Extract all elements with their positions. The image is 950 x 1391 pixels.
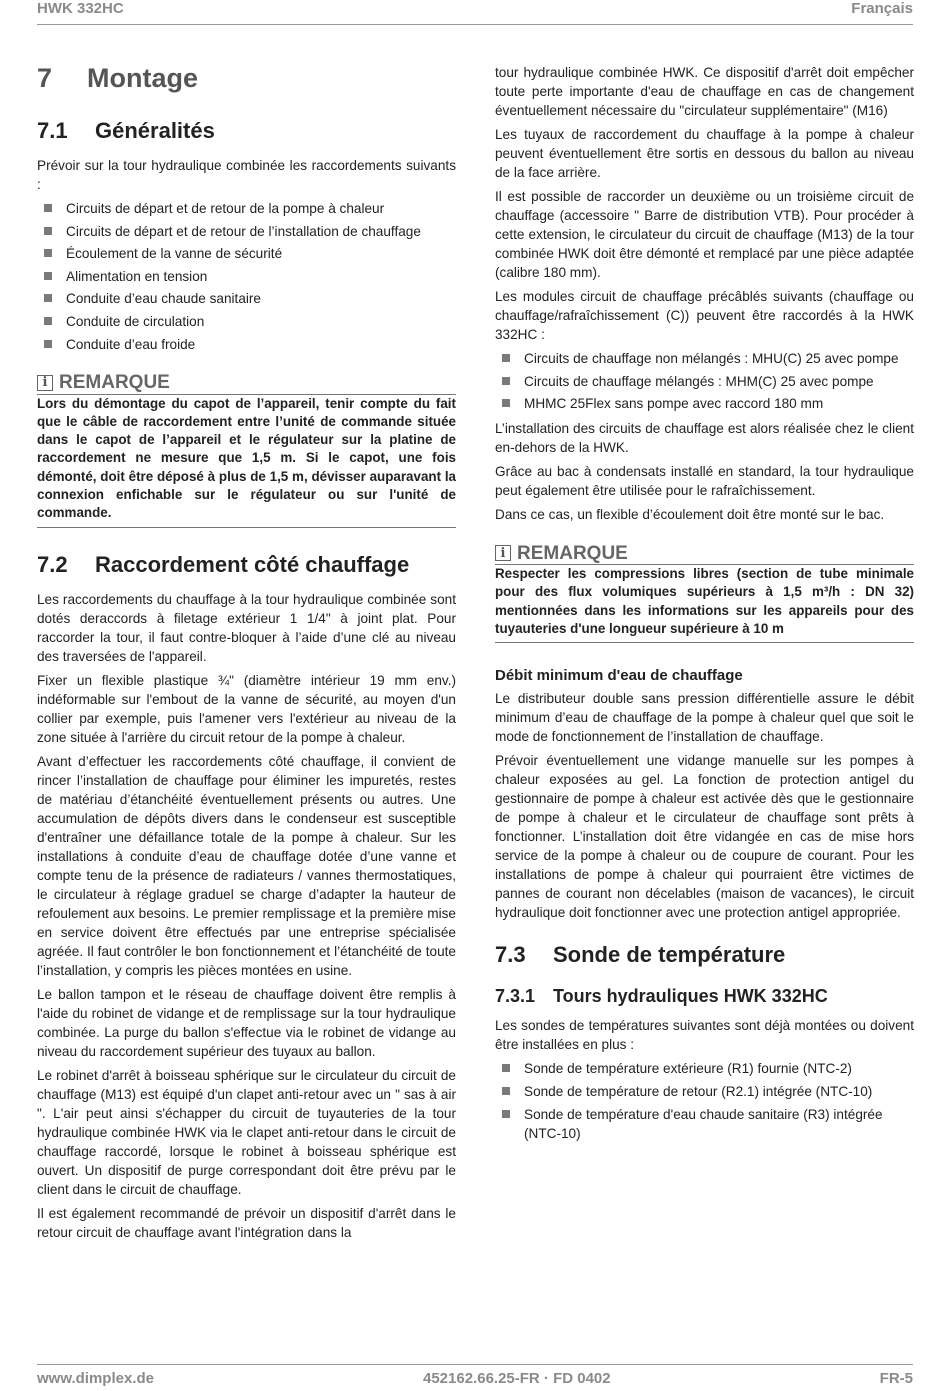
header-model: HWK 332HC bbox=[37, 0, 124, 17]
right-column bbox=[495, 63, 914, 1149]
paragraph: Fixer un flexible plastique ¾" (diamètre intérieur 19 mm env.) indéformable sur l'embout de la vanne de sécurité, au moyen d'un collier par exemple, puis l'amener vers l'extérieur au niveau de la zone située à l'arrière du circuit retour de la pompe à chaleur. bbox=[37, 672, 456, 745]
section-title-text: Généralités bbox=[95, 118, 215, 143]
paragraph: Le ballon tampon et le réseau de chauffage doivent être remplis à l'aide du robinet de vidange et de remplissage sur la tour hydraulique combinée. La purge du ballon s'effectue via le robinet de vidange au niveau du raccordement supérieur des tuyaux au ballon. bbox=[37, 986, 456, 1059]
list-item-text: MHMC 25Flex sans pompe avec raccord 180 mm bbox=[524, 396, 824, 412]
section-title-7-1 bbox=[37, 116, 456, 146]
paragraph: Dans ce cas, un flexible d’écoulement doit être monté sur le bac. bbox=[495, 507, 885, 523]
chapter-title bbox=[37, 60, 456, 96]
list-item bbox=[37, 289, 456, 308]
square-bullet-icon bbox=[44, 317, 52, 325]
list-item bbox=[495, 1082, 914, 1101]
paragraph: Avant d’effectuer les raccordements côté chauffage, il convient de rincer l’installation de chauffage pour éliminer les impuretés, restes de matériau d’étanchéité éventuellement présents ou autres. Une accumulation de dépôts divers dans le condenseur est susceptible d'entraîner une défaillance totale de la pompe à chaleur. Sur les installations à conduite d’eau de chauffage dotée d’une vanne et compte tenu de la présence de radiateurs / vannes thermostatiques, le circulateur à réglage graduel se charge d’adapter la hauteur de refoulement aux besoins. Le premier remplissage et la première mise en service doivent être effectués par une entreprise spécialisée agréée. Il faut contrôler le bon fonctionnement et l’étanchéité de toute l’installation, y compris les pièces montées en usine. bbox=[37, 753, 456, 978]
note-text: Lors du démontage du capot de l’appareil, tenir compte du fait que le câble de raccordement entre l’unité de commande située dans le capot de l’appareil et le régulateur sur la platine de raccordement ne mesure que 1,5 m. Si le capot, une fois démonté, doit être déposé à plus de 1,5 m, dévisser auparavant la connexion enfichable sur le régulateur ou sur l'unité de commande. bbox=[37, 395, 456, 521]
paragraph: L’installation des circuits de chauffage est alors réalisée chez le client en-dehors de la HWK. bbox=[495, 421, 914, 456]
list-item bbox=[37, 267, 456, 286]
section-title-7-3 bbox=[495, 940, 914, 970]
square-bullet-icon bbox=[44, 249, 52, 257]
header-language: Français bbox=[851, 0, 913, 17]
square-bullet-icon bbox=[502, 1064, 510, 1072]
note-label: REMARQUE bbox=[517, 542, 628, 564]
list-item-text: Sonde de température extérieure (R1) fournie (NTC-2) bbox=[524, 1061, 852, 1077]
subsection-title-7-3-1 bbox=[495, 984, 914, 1008]
list-item bbox=[37, 222, 456, 241]
footer-doc-number: 452162.66.25-FR · FD 0402 bbox=[423, 1369, 611, 1387]
list-item-text: Circuits de chauffage non mélangés : MHU(C) 25 avec pompe bbox=[524, 351, 899, 366]
note-header bbox=[495, 542, 914, 565]
note-box bbox=[495, 542, 914, 643]
section-title-7-2 bbox=[37, 550, 456, 580]
footer-website: www.dimplex.de bbox=[37, 1369, 154, 1387]
list-item-text: Circuits de chauffage mélangés : MHM(C) 25 avec pompe bbox=[524, 373, 874, 389]
list-item bbox=[495, 394, 914, 413]
connections-list bbox=[37, 199, 456, 354]
square-bullet-icon bbox=[44, 294, 52, 302]
list-item-text: Conduite d’eau froide bbox=[66, 336, 196, 352]
list-item-text: Alimentation en tension bbox=[66, 268, 208, 284]
section-title-text: Sonde de température bbox=[553, 942, 786, 968]
list-item bbox=[37, 312, 456, 331]
list-item-text: Sonde de température d'eau chaude sanitaire (R3) intégrée (NTC-10) bbox=[524, 1106, 883, 1141]
subsection-title-text: Tours hydrauliques HWK 332HC bbox=[553, 986, 828, 1007]
paragraph: Les raccordements du chauffage à la tour hydraulique combinée sont dotés deraccords à filetage extérieur 1 1/4" à joint plat. Pour raccorder la tour, il faut contre-bloquer à l’aide d’une clé au niveau des traversées de l'appareil. bbox=[37, 591, 456, 664]
note-text: Respecter les compressions libres (section de tube minimale pour des flux volumiques supérieurs à 1,5 m³/h : DN 32) mentionnées dans les informations sur les appareils pour des tuyauteries d'une longueur supérieure à 10 m bbox=[495, 566, 914, 637]
list-item bbox=[37, 199, 456, 218]
sensors-list bbox=[495, 1059, 914, 1142]
left-column bbox=[37, 60, 456, 1247]
square-bullet-icon bbox=[502, 377, 510, 385]
list-item bbox=[495, 349, 914, 368]
list-item-text: Conduite de circulation bbox=[66, 313, 205, 329]
list-item-text: Circuits de départ et de retour de la pompe à chaleur bbox=[66, 201, 385, 216]
paragraph: Le distributeur double sans pression différentielle assure le débit minimum d’eau de chauffage de la pompe à chaleur quel que soit le mode de fonctionnement de l’installation de chauffage. bbox=[495, 691, 914, 745]
info-icon: i bbox=[495, 545, 511, 561]
square-bullet-icon bbox=[502, 399, 510, 407]
list-item bbox=[37, 335, 456, 354]
list-item-text: Circuits de départ et de retour de l’installation de chauffage bbox=[66, 223, 421, 239]
list-item bbox=[495, 372, 914, 391]
square-bullet-icon bbox=[502, 354, 510, 362]
note-header bbox=[37, 372, 456, 395]
paragraph: Grâce au bac à condensats installé en standard, la tour hydraulique peut également être utilisée pour le rafraîchissement. bbox=[495, 464, 914, 499]
list-item-text: Conduite d’eau chaude sanitaire bbox=[66, 291, 261, 307]
paragraph: tour hydraulique combinée HWK. Ce dispositif d'arrêt doit empêcher toute perte importante d'eau de chauffage en cas de changement éventuellement nécessaire du "circulateur supplémentaire" (M16) bbox=[495, 65, 914, 118]
modules-list bbox=[495, 349, 914, 413]
info-icon: i bbox=[37, 375, 53, 391]
subsection-number: 7.3.1 bbox=[495, 986, 536, 1007]
page-footer bbox=[37, 1364, 913, 1391]
square-bullet-icon bbox=[44, 340, 52, 348]
paragraph: Prévoir sur la tour hydraulique combinée les raccordements suivants : bbox=[37, 158, 456, 192]
chapter-title-text: Montage bbox=[87, 63, 198, 93]
square-bullet-icon bbox=[44, 272, 52, 280]
paragraph: Le robinet d'arrêt à boisseau sphérique sur le circulateur du circuit de chauffage (M13) est équipé d'un clapet anti-retour avec un " sas à air ". L'air peut ainsi s'échapper du circuit de tuyauteries de la tour hydraulique combinée HWK via le clapet anti-retour dans le circuit de chauffage raccordé, lorsque le robinet à boisseau sphérique est ouvert. Un dispositif de purge correspondant doit être prévu par le client dans le circuit de chauffage. bbox=[37, 1067, 456, 1197]
list-item-text: Écoulement de la vanne de sécurité bbox=[66, 246, 283, 262]
chapter-number: 7 bbox=[37, 63, 53, 93]
note-box bbox=[37, 372, 456, 528]
page-header bbox=[37, 0, 913, 25]
note-label: REMARQUE bbox=[59, 372, 170, 394]
section-number: 7.2 bbox=[37, 551, 68, 577]
list-item-text: Sonde de température de retour (R2.1) intégrée (NTC-10) bbox=[524, 1083, 873, 1099]
section-number: 7.1 bbox=[37, 118, 68, 143]
list-item bbox=[37, 244, 456, 263]
footer-page-number: FR-5 bbox=[879, 1369, 913, 1387]
square-bullet-icon bbox=[44, 204, 52, 212]
subheading: Débit minimum d'eau de chauffage bbox=[495, 667, 743, 685]
paragraph: Prévoir éventuellement une vidange manuelle sur les pompes à chaleur exposées au gel. La fonction de protection antigel du gestionnaire de pompe à chaleur est activée dès que le gestionnaire de pompe à chaleur et le circulateur de chauffage sont prêts à fonctionner. L’installation doit être vidangée en cas de mise hors service de la pompe à chaleur ou de coupure de courant. Pour les installations de pompe à chaleur qui pourraient être victimes de pannes de courant non décelables (maison de vacances), le circuit hydraulique doit fonctionner avec une protection antigel appropriée. bbox=[495, 753, 914, 921]
paragraph: Il est également recommandé de prévoir un dispositif d'arrêt dans le retour circuit de chauffage avant l'intégration dans la bbox=[37, 1205, 456, 1240]
square-bullet-icon bbox=[44, 227, 52, 235]
square-bullet-icon bbox=[502, 1110, 510, 1118]
list-item bbox=[495, 1059, 914, 1078]
paragraph: Les sondes de températures suivantes sont déjà montées ou doivent être installées en plus : bbox=[495, 1018, 914, 1053]
section-number: 7.3 bbox=[495, 942, 526, 968]
square-bullet-icon bbox=[502, 1087, 510, 1095]
paragraph: Les modules circuit de chauffage précâblés suivants (chauffage ou chauffage/rafraîchissement (C)) peuvent être raccordés à la HWK 332HC : bbox=[495, 289, 914, 342]
paragraph: Les tuyaux de raccordement du chauffage à la pompe à chaleur peuvent éventuellement être sortis en dessous du ballon au niveau de la face arrière. bbox=[495, 127, 914, 180]
paragraph: Il est possible de raccorder un deuxième ou un troisième circuit de chauffage (accessoire " Barre de distribution VTB). Pour procéder à cette extension, le circulateur du circuit de chauffage (M13) de la tour combinée HWK doit être démonté et remplacé par une pièce adaptée (calibre 180 mm). bbox=[495, 189, 914, 280]
section-title-text: Raccordement côté chauffage bbox=[95, 551, 410, 577]
list-item bbox=[495, 1105, 914, 1143]
